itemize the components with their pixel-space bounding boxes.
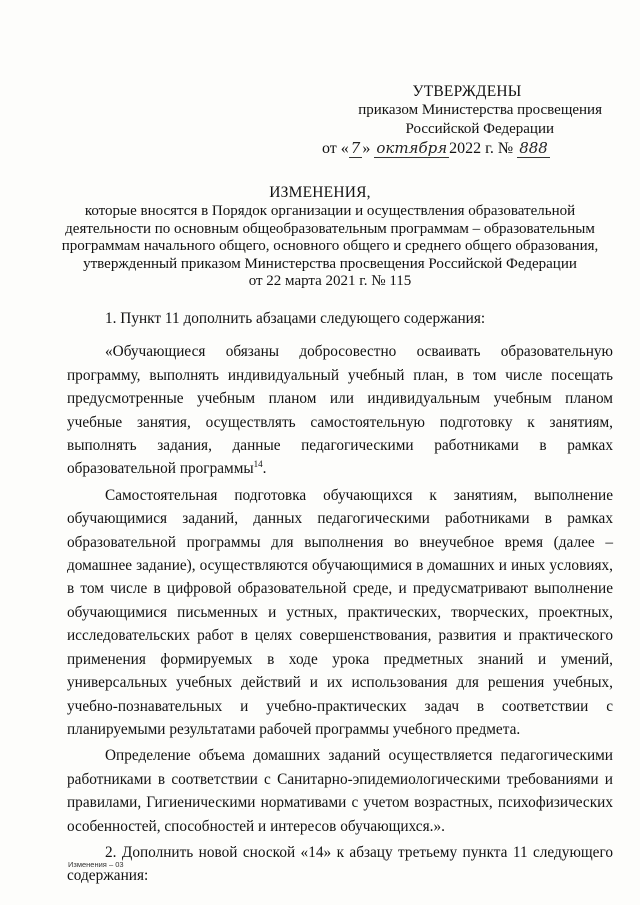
handwritten-month: октября — [376, 139, 448, 157]
footer-label: Изменения – 03 — [68, 860, 124, 869]
subtitle-line: программам начального общего, основного общего и среднего общего образования, — [61, 238, 599, 254]
subtitle-line: от 22 марта 2021 г. № 115 — [248, 273, 412, 289]
approval-line-ministry: приказом Министерства просвещения — [358, 102, 602, 118]
approval-block — [322, 82, 602, 158]
handwritten-number: 888 — [519, 139, 548, 157]
date-mid: » — [362, 140, 371, 157]
paragraph-2-end: . — [262, 460, 267, 478]
approval-title: УТВЕРЖДЕНЫ — [412, 83, 522, 100]
paragraph-3: Самостоятельная подготовка обучающихся к занятиям, выполнение обучающимися заданий, данных педагогическими работниками в рамках образовательной программы для выполнения во внеучебное время (далее – домашнее задание), осуществляются обучающимися в домашних и иных условиях, в том числе в цифровой образовательной среде, и предусматривают выполнение обучающимися письменных и устных, практических, творческих, проектных, исследовательских работ в целях совершенствования, развития и практического применения формируемых в ходе урока предметных знаний и умений, универсальных учебных действий и их использования для решения учебных, учебно-познавательных и учебно-практических задач в соответствии с планируемыми результатами рабочей программы учебного предмета. — [67, 486, 613, 738]
subtitle-line: утвержденный приказом Министерства просвещения Российской Федерации — [83, 255, 577, 272]
approval-date-line — [322, 139, 546, 158]
approval-line-federation: Российской Федерации — [405, 121, 554, 137]
document-title: ИЗМЕНЕНИЯ, — [269, 184, 371, 201]
document-subtitle — [60, 203, 600, 291]
date-prefix: от « — [322, 140, 349, 157]
paragraph-2 — [67, 340, 613, 480]
paragraph-1: 1. Пункт 11 дополнить абзацами следующего содержания: — [105, 310, 486, 327]
paragraph-2-text: «Обучающиеся обязаны добросовестно осваивать образовательную программу, выполнять индивидуальный учебный план, в том числе посещать предусмотренные учебным планом или индивидуальным учебным планом учебные занятия, осуществлять самостоятельную подготовку к занятиям, выполнять задания, данные педагогическими работниками в рамках образовательной программы — [67, 343, 613, 478]
subtitle-line: которые вносятся в Порядок организации и осуществления образовательной — [84, 203, 576, 219]
date-suffix: 2022 г. № — [449, 140, 514, 157]
body-text — [67, 307, 613, 891]
footnote-mark: 14 — [253, 459, 263, 470]
handwritten-day: 7 — [350, 139, 361, 157]
paragraph-5: 2. Дополнить новой сноской «14» к абзацу третьему пункта 11 следующего содержания: — [67, 843, 613, 885]
subtitle-line: деятельности по основным общеобразовательным программам – образовательным — [65, 220, 595, 237]
paragraph-4: Определение объема домашних заданий осуществляется педагогическими работниками в соответствии с Санитарно-эпидемиологическими требованиями и правилами, Гигиеническими нормативами с учетом возрастных, психофизических особенностей, способностей и интересов обучающихся.». — [67, 747, 613, 835]
